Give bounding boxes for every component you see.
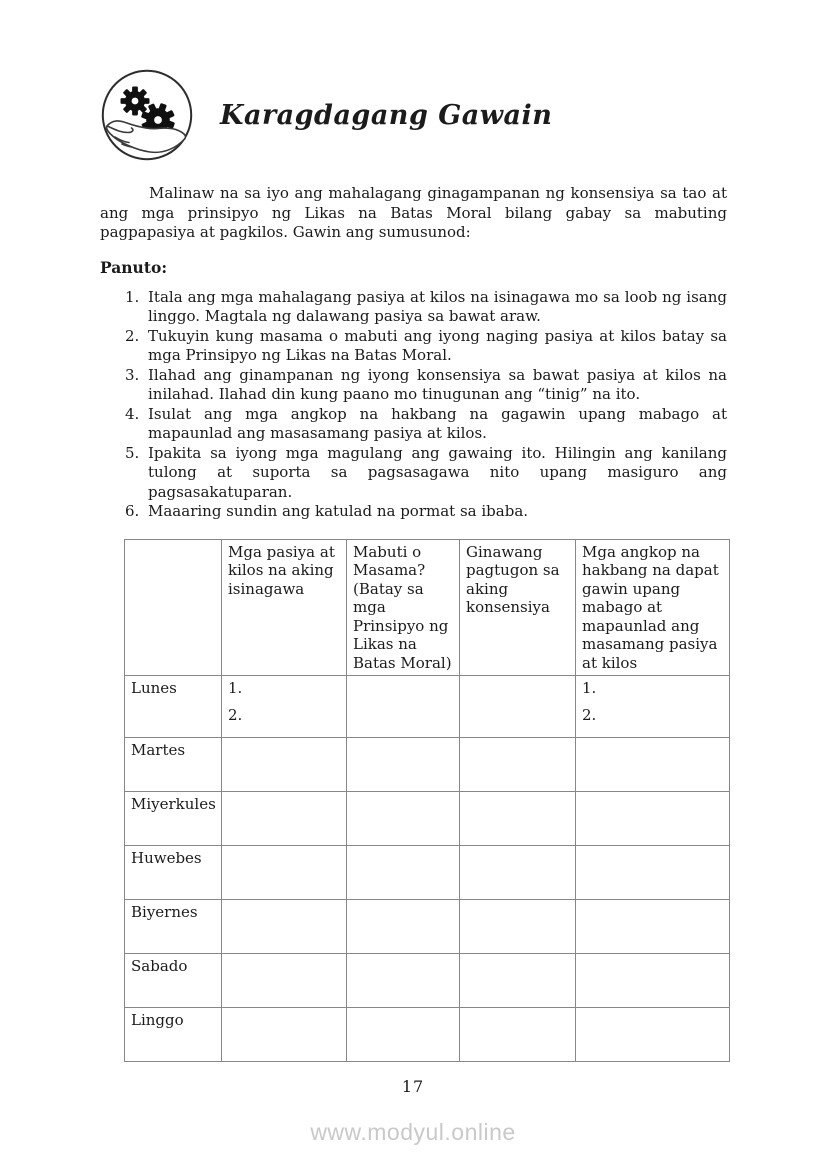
hand-holding-gears-icon bbox=[100, 68, 194, 162]
table-body bbox=[125, 676, 730, 1062]
table-row bbox=[125, 792, 730, 846]
table-column-header: Mabuti o Masama? (Batay sa mga Prinsipyo ng Likas na Batas Moral) bbox=[347, 539, 460, 676]
entry-cell bbox=[576, 792, 730, 846]
table-row bbox=[125, 676, 730, 738]
instruction-item bbox=[100, 405, 727, 444]
day-label-cell: Sabado bbox=[125, 954, 222, 1008]
instruction-text: Ilahad ang ginampanan ng iyong konsensiya sa bawat pasiya at kilos na inilahad. Ilahad din kung paano mo tinugunan ang “tinig” na ito. bbox=[148, 365, 727, 403]
entry-cell bbox=[222, 954, 347, 1008]
instruction-item bbox=[100, 502, 727, 522]
table-header-row bbox=[125, 539, 730, 676]
entry-cell bbox=[576, 676, 730, 738]
table-row bbox=[125, 846, 730, 900]
instruction-text: Itala ang mga mahalagang pasiya at kilos na isinagawa mo sa loob ng isang linggo. Magtala ng dalawang pasiya sa bawat araw. bbox=[148, 287, 727, 325]
weekly-worksheet-table bbox=[124, 539, 730, 1063]
instruction-number: 5. bbox=[125, 443, 140, 462]
page-number: 17 bbox=[401, 1077, 425, 1096]
day-label-cell: Martes bbox=[125, 738, 222, 792]
entry-cell bbox=[222, 846, 347, 900]
entry-cell bbox=[576, 954, 730, 1008]
instruction-text: Isulat ang mga angkop na hakbang na gagawin upang mabago at mapaunlad ang masasamang pasiya at kilos. bbox=[148, 404, 727, 442]
entry-cell bbox=[347, 676, 460, 738]
page-title: Karagdagang Gawain bbox=[220, 99, 553, 131]
table-column-header bbox=[125, 539, 222, 676]
day-label-cell: Miyerkules bbox=[125, 792, 222, 846]
entry-cell bbox=[460, 792, 576, 846]
entry-cell bbox=[460, 676, 576, 738]
instruction-number: 2. bbox=[125, 326, 140, 345]
instruction-text: Tukuyin kung masama o mabuti ang iyong naging pasiya at kilos batay sa mga Prinsipyo ng Likas na Batas Moral. bbox=[148, 326, 727, 364]
table-row bbox=[125, 954, 730, 1008]
instruction-item bbox=[100, 366, 727, 405]
instruction-number: 3. bbox=[125, 365, 140, 384]
entry-cell bbox=[347, 1008, 460, 1062]
entry-cell bbox=[347, 954, 460, 1008]
entry-cell bbox=[347, 900, 460, 954]
entry-cell bbox=[460, 954, 576, 1008]
cell-line: 1. bbox=[228, 679, 243, 697]
instruction-item bbox=[100, 288, 727, 327]
entry-cell bbox=[576, 1008, 730, 1062]
intro-paragraph: Malinaw na sa iyo ang mahalagang ginagampanan ng konsensiya sa tao at ang mga prinsipyo ng Likas na Batas Moral bilang gabay sa mabuting pagpapasiya at pagkilos. Gawin ang sumusunod: bbox=[100, 184, 727, 241]
instruction-item bbox=[100, 444, 727, 503]
instruction-text: Maaaring sundin ang katulad na pormat sa ibaba. bbox=[148, 502, 529, 520]
page-header bbox=[100, 68, 727, 162]
table-column-header: Ginawang pagtugon sa aking konsensiya bbox=[460, 539, 576, 676]
entry-cell bbox=[222, 738, 347, 792]
entry-cell bbox=[460, 738, 576, 792]
instructions-list bbox=[100, 288, 727, 522]
entry-cell bbox=[576, 900, 730, 954]
entry-cell bbox=[576, 738, 730, 792]
entry-cell bbox=[460, 1008, 576, 1062]
day-label-cell: Biyernes bbox=[125, 900, 222, 954]
instruction-number: 4. bbox=[125, 404, 140, 423]
table-column-header: Mga pasiya at kilos na aking isinagawa bbox=[222, 539, 347, 676]
cell-line: 2. bbox=[582, 705, 597, 724]
entry-cell bbox=[347, 738, 460, 792]
entry-cell bbox=[347, 792, 460, 846]
watermark-text: www.modyul.online bbox=[310, 1119, 516, 1145]
instruction-item bbox=[100, 327, 727, 366]
instruction-number: 6. bbox=[125, 502, 140, 520]
gear-small bbox=[121, 87, 150, 116]
day-label-cell: Lunes bbox=[125, 676, 222, 738]
instructions-label: Panuto: bbox=[100, 257, 168, 277]
entry-cell bbox=[222, 1008, 347, 1062]
entry-cell bbox=[222, 792, 347, 846]
cell-line: 2. bbox=[228, 705, 243, 724]
entry-cell bbox=[222, 900, 347, 954]
instruction-text: Ipakita sa iyong mga magulang ang gawaing ito. Hilingin ang kanilang tulong at suporta sa pagsasagawa nito upang masiguro ang pagsasakatuparan. bbox=[148, 443, 727, 501]
table-column-header: Mga angkop na hakbang na dapat gawin upang mabago at mapaunlad ang masamang pasiya at kilos bbox=[576, 539, 730, 676]
day-label-cell: Huwebes bbox=[125, 846, 222, 900]
entry-cell bbox=[347, 846, 460, 900]
entry-cell bbox=[460, 846, 576, 900]
entry-cell bbox=[460, 900, 576, 954]
table-row bbox=[125, 900, 730, 954]
table-row bbox=[125, 1008, 730, 1062]
table-row bbox=[125, 738, 730, 792]
cell-line: 1. bbox=[582, 679, 597, 697]
day-label-cell: Linggo bbox=[125, 1008, 222, 1062]
entry-cell bbox=[576, 846, 730, 900]
entry-cell bbox=[222, 676, 347, 738]
instruction-number: 1. bbox=[125, 287, 140, 306]
